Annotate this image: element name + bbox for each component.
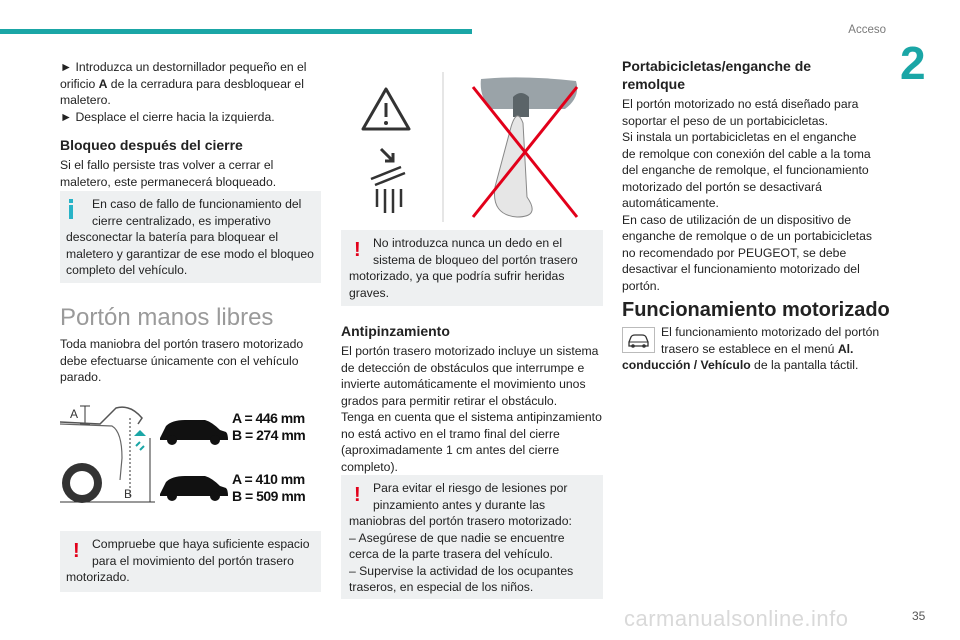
antipinch-text: El portón trasero motorizado incluye un sistema de detección de obstáculos que interrumpe e invierte automáticamente el movimiento unos grados para permitir retirar el obstáculo. Tenga en cuenta que el sistema antipinzamiento no está activo en el tramo final del cierre (aproximadamente 1 cm antes del cierre completo). xyxy=(341,344,602,474)
warning-box-finger: ! No introduzca nunca un dedo en el sistema de bloqueo del portón trasero motorizado, ya que podría sufrir heridas graves. xyxy=(341,230,603,306)
lock-with-finger-illustration xyxy=(473,77,577,217)
wagon-icon xyxy=(160,476,228,501)
warning-box-pinch: ! Para evitar el riesgo de lesiones por pinzamiento antes y durante las maniobras del portón trasero motorizado: – Asegúrese de que nadie se encuentre cerca de la parte trasera del vehículo. – Supervise la actividad de los ocupantes traseros, en especial de los niños. xyxy=(341,475,603,599)
warning-icon: ! xyxy=(73,540,80,562)
motor-text: El funcionamiento motorizado del portón trasero se establece en el menú Al. xyxy=(661,325,880,356)
antipinch-heading: Antipinzamiento xyxy=(341,323,450,339)
hazard-triangle-icon xyxy=(363,89,409,129)
chapter-number: 2 xyxy=(900,37,926,89)
finger-warning-figure xyxy=(341,67,603,227)
dims-wagon: A = 410 mm B = 509 mm xyxy=(232,471,306,504)
section-name: Acceso xyxy=(848,24,886,36)
label-a: A xyxy=(70,407,79,421)
warning-icon: ! xyxy=(354,484,361,506)
warning-box-space: ! Compruebe que haya suficiente espacio para el movimiento del portón trasero motorizado. xyxy=(60,531,321,592)
info-box: En caso de fallo de funcionamiento del cierre centralizado, es imperativo desconectar la batería para bloquear el maletero y garantizar de ese modo el bloqueo completo del vehículo. xyxy=(60,191,321,283)
menu-path: conducción / Vehículo xyxy=(622,358,751,372)
car-settings-icon xyxy=(622,327,655,353)
bike-text: El portón motorizado no está diseñado para soportar el peso de un portabicicletas. Si instala un portabicicletas en el enganche de remolque con conexión del cable a la toma del enganche de remolque, el funcionamiento motorizado del portón se desactivará automáticamente. En caso de utilización de un dispositivo de enganche de remolque o de un portabicicletas no recomendado por PEUGEOT, se debe desactivar el funcionamiento motorizado del portón. xyxy=(622,97,873,293)
hand-press-icon xyxy=(371,149,405,213)
dims-suv: A = 446 mm B = 274 mm xyxy=(232,410,306,443)
label-b: B xyxy=(124,487,133,501)
motor-heading: Funcionamiento motorizado xyxy=(622,299,890,321)
warning-icon: ! xyxy=(354,239,361,261)
page-number: 35 xyxy=(912,609,926,623)
lock-text: Si el fallo persiste tras volver a cerrar el maletero, este permanecerá bloqueado. xyxy=(60,158,277,189)
lock-heading: Bloqueo después del cierre xyxy=(60,137,243,153)
watermark: carmanualsonline.info xyxy=(624,606,849,631)
intro-paragraph: ► Introduzca un destornillador pequeño en el orificio A de la cerradura para desbloquear el maletero. ► Desplace el cierre hacia la izquierda. xyxy=(60,60,307,124)
info-icon xyxy=(69,205,73,219)
handsfree-text: Toda maniobra del portón trasero motorizado debe efectuarse únicamente con el vehículo parado. xyxy=(60,337,304,384)
bike-heading: Portabicicletas/enganche de remolque xyxy=(622,58,812,92)
header-accent-bar xyxy=(0,29,472,34)
suv-icon xyxy=(160,420,228,445)
handsfree-heading: Portón manos libres xyxy=(60,304,274,331)
